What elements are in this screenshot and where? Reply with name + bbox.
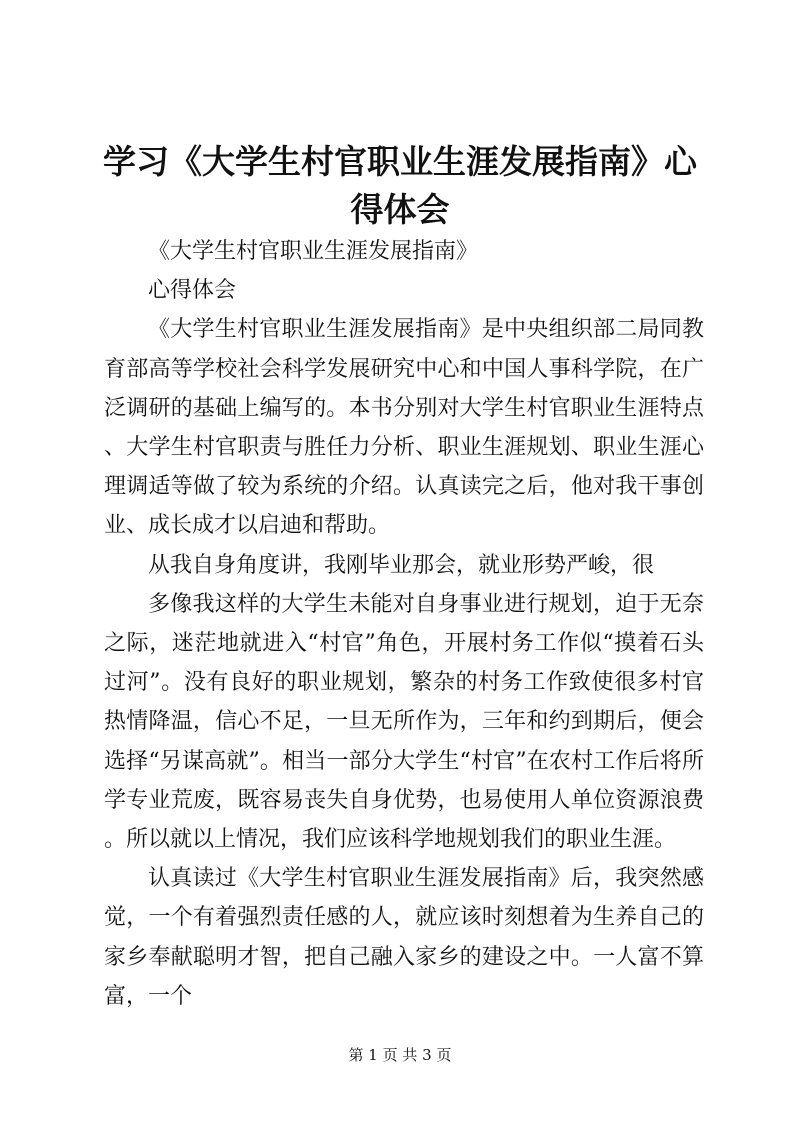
paragraph-personal-view: 从我自身角度讲，我刚毕业那会，就业形势严峻，很 <box>148 552 655 578</box>
paragraph-subtitle: 心得体会 <box>148 278 237 304</box>
page-number-footer: 第 1 页 共 3 页 <box>348 1046 452 1064</box>
document-title: 学习《大学生村官职业生涯发展指南》心得体会 <box>103 142 697 229</box>
paragraph-reflection: 认真读过《大学生村官职业生涯发展指南》后，我突然感觉，一个有着强烈责任感的人，就应该时刻想着为生养自己的家乡奉献聪明才智，把自己融入家乡的建设之中。一人富不算富，一个 <box>104 866 704 1009</box>
paragraph-intro: 《大学生村官职业生涯发展指南》是中央组织部二局同教育部高等学校社会科学发展研究中心和中国人事科学院，在广泛调研的基础上编写的。本书分别对大学生村官职业生涯特点、大学生村官职责与胜任力分析、职业生涯规划、职业生涯心理调适等做了较为系统的介绍。认真读完之后，他对我干事创业、成长成才以启迪和帮助。 <box>104 317 704 539</box>
paragraph-career-planning: 多像我这样的大学生未能对自身事业进行规划，迫于无奈之际，迷茫地就进入“村官”角色，开展村务工作似“摸着石头过河”。没有良好的职业规划，繁杂的村务工作致使很多村官热情降温，信心不足，一旦无所作为，三年和约到期后，便会选择“另谋高就”。相当一部分大学生“村官”在农村工作后将所学专业荒废，既容易丧失自身优势，也易使用人单位资源浪费。所以就以上情况，我们应该科学地规划我们的职业生涯。 <box>104 591 704 853</box>
document-body <box>104 232 704 1016</box>
paragraph-book-title: 《大学生村官职业生涯发展指南》 <box>148 239 479 264</box>
